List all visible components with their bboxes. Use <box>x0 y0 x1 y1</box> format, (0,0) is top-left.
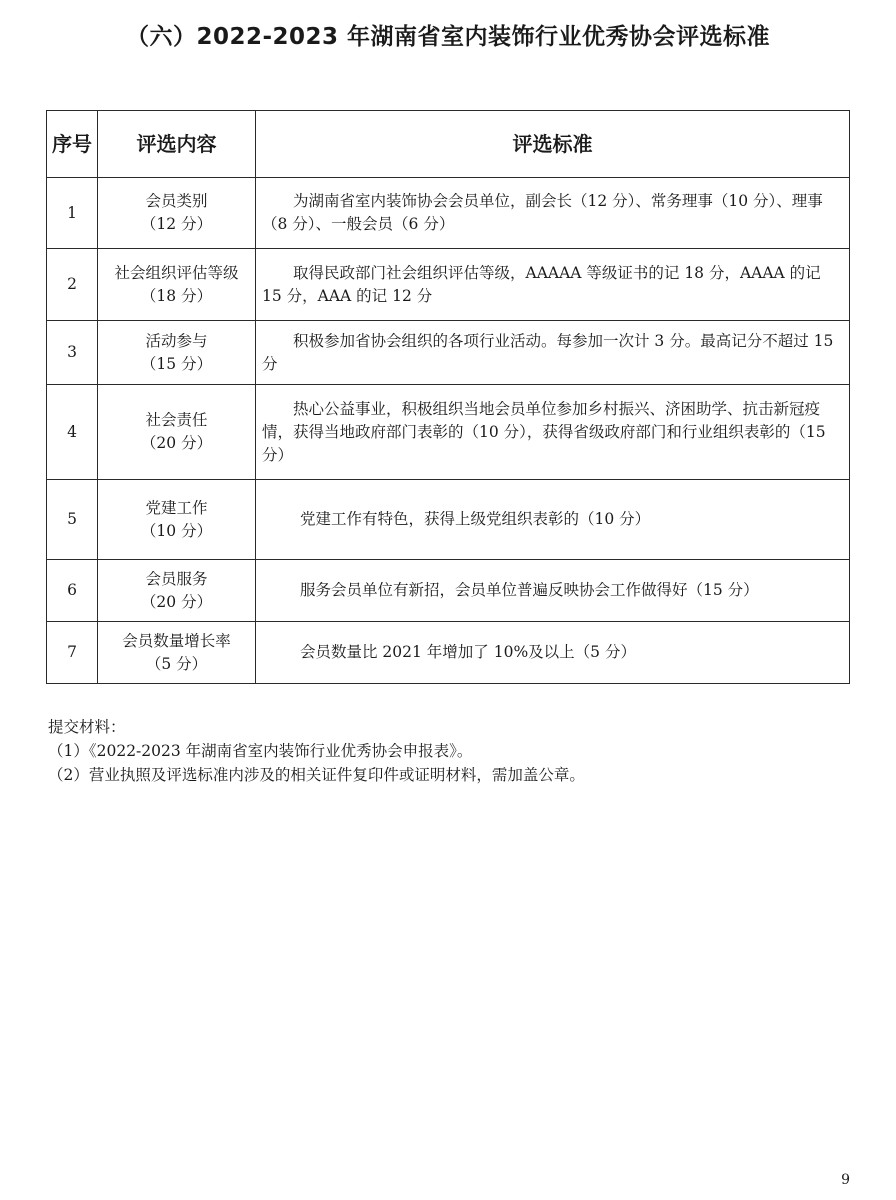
standard-text: 党建工作有特色，获得上级党组织表彰的（10 分） <box>300 510 651 528</box>
materials-heading: 提交材料： <box>48 718 126 736</box>
criterion-cell <box>98 321 256 385</box>
criterion-name: 活动参与 <box>145 331 208 350</box>
criteria-table <box>46 110 850 684</box>
criterion-name: 社会组织评估等级 <box>114 263 239 282</box>
row-number: 6 <box>47 560 98 622</box>
standard-cell <box>256 178 850 249</box>
standard-text: 热心公益事业，积极组织当地会员单位参加乡村振兴、济困助学、抗击新冠疫情，获得当地政府部门表彰的（10 分），获得省级政府部门和行业组织表彰的（15 分） <box>262 399 826 464</box>
criterion-cell <box>98 560 256 622</box>
standard-text: 为湖南省室内装饰协会会员单位，副会长（12 分）、常务理事（10 分）、理事（8 分）、一般会员（6 分） <box>262 192 823 233</box>
row-number: 7 <box>47 622 98 684</box>
standard-cell <box>256 622 850 684</box>
row-number: 2 <box>47 249 98 321</box>
criterion-cell <box>98 178 256 249</box>
table-row <box>47 480 850 560</box>
page-title: （六）2022-2023 年湖南省室内装饰行业优秀协会评选标准 <box>125 24 771 50</box>
row-number: 4 <box>47 385 98 480</box>
table-row <box>47 560 850 622</box>
standard-text: 会员数量比 2021 年增加了 10%及以上（5 分） <box>300 643 636 661</box>
criterion-score: （10 分） <box>140 521 213 540</box>
row-number: 3 <box>47 321 98 385</box>
criterion-cell <box>98 249 256 321</box>
row-number: 1 <box>47 178 98 249</box>
criterion-score: （12 分） <box>140 215 213 233</box>
criterion-name: 社会责任 <box>145 411 208 429</box>
criterion-cell <box>98 385 256 480</box>
page-number: 9 <box>841 1172 850 1188</box>
standard-cell <box>256 560 850 622</box>
criterion-name: 会员数量增长率 <box>122 631 231 650</box>
criterion-cell <box>98 622 256 684</box>
table-header-row <box>47 111 850 178</box>
standard-text: 服务会员单位有新招，会员单位普遍反映协会工作做得好（15 分） <box>300 581 759 599</box>
row-number: 5 <box>47 480 98 560</box>
standard-cell <box>256 385 850 480</box>
criterion-score: （20 分） <box>140 592 213 611</box>
criterion-score: （5 分） <box>145 654 208 673</box>
criterion-cell <box>98 480 256 560</box>
standard-cell <box>256 321 850 385</box>
header-standard: 评选标准 <box>256 111 850 178</box>
standard-cell <box>256 480 850 560</box>
table-row <box>47 321 850 385</box>
materials-item: （2）营业执照及评选标准内涉及的相关证件复印件或证明材料，需加盖公章。 <box>48 766 585 784</box>
criterion-score: （15 分） <box>140 354 213 373</box>
standard-cell <box>256 249 850 321</box>
criterion-name: 会员服务 <box>145 569 208 588</box>
criterion-score: （20 分） <box>140 434 213 452</box>
header-item: 评选内容 <box>98 111 256 178</box>
standard-text: 积极参加省协会组织的各项行业活动。每参加一次计 3 分。最高记分不超过 15 分 <box>262 331 834 373</box>
table-row <box>47 622 850 684</box>
criterion-name: 会员类别 <box>145 192 208 210</box>
table-row <box>47 385 850 480</box>
criterion-score: （18 分） <box>140 286 213 305</box>
standard-text: 取得民政部门社会组织评估等级，AAAAA 等级证书的记 18 分，AAAA 的记 15 分，AAA 的记 12 分 <box>262 263 821 305</box>
header-no: 序号 <box>47 111 98 178</box>
table-row <box>47 178 850 249</box>
criterion-name: 党建工作 <box>145 498 208 517</box>
submission-materials <box>48 715 848 787</box>
materials-item: （1）《2022-2023 年湖南省室内装饰行业优秀协会申报表》。 <box>48 742 473 760</box>
table-row <box>47 249 850 321</box>
